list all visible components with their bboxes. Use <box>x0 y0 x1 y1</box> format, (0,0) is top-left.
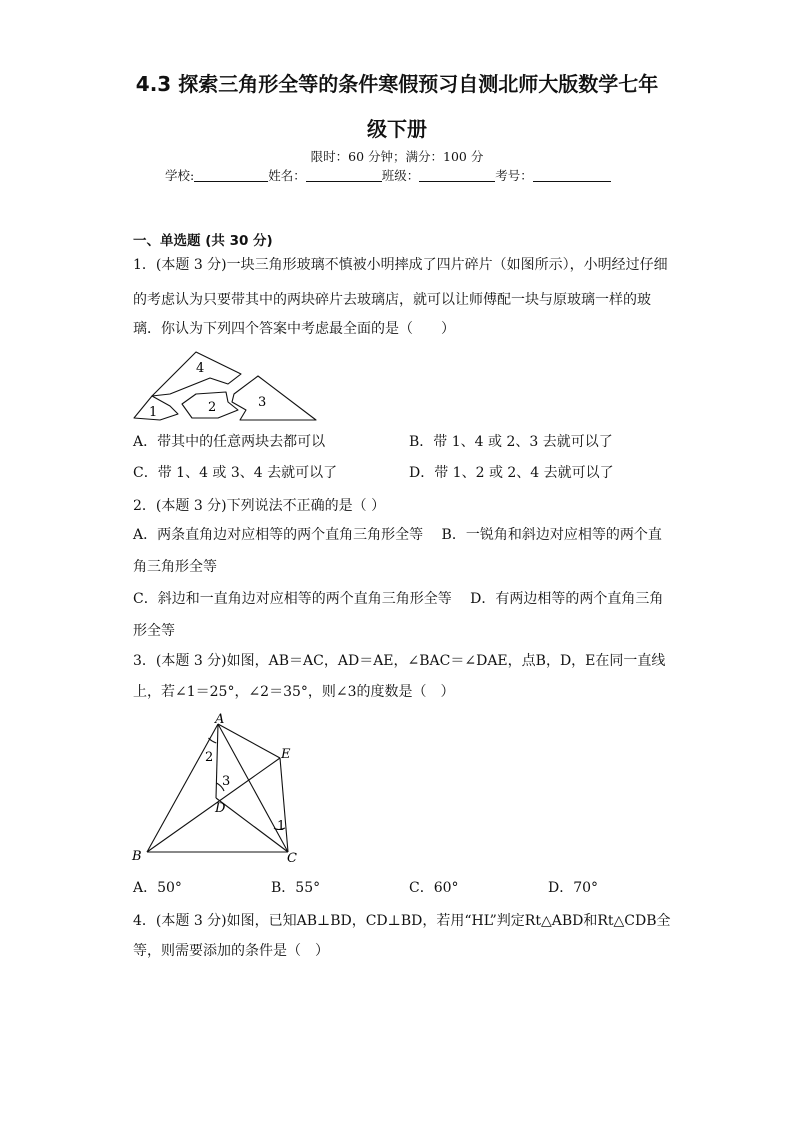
page-title: 4.3 探索三角形全等的条件寒假预习自测北师大版数学七年 <box>135 72 659 96</box>
q3-option-b[interactable]: B．55° <box>271 880 321 896</box>
section-title: 一、单选题 (共 30 分) <box>133 233 273 249</box>
q1-line-1: 1．(本题 3 分)一块三角形玻璃不慎被小明摔成了四片碎片（如图所示），小明经过仔细 <box>133 257 668 273</box>
q1-option-b[interactable]: B．带 1、4 或 2、3 去就可以了 <box>409 434 613 450</box>
school-label: 学校: <box>165 168 195 183</box>
q2-stem: 2．(本题 3 分)下列说法不正确的是（ ） <box>133 498 386 514</box>
q4-line-2: 等，则需要添加的条件是（ ） <box>133 943 329 959</box>
student-info-row <box>165 166 611 184</box>
q3-option-d[interactable]: D．70° <box>548 880 599 896</box>
point-label-d: D <box>215 801 226 816</box>
q4-line-1: 4．(本题 3 分)如图，已知AB⊥BD，CD⊥BD，若用“HL”判定Rt△ABD和Rt△CDB全 <box>133 913 671 929</box>
q2-line-1: A．两条直角边对应相等的两个直角三角形全等 B．一锐角和斜边对应相等的两个直 <box>133 527 662 543</box>
q1-option-c[interactable]: C．带 1、4 或 3、4 去就可以了 <box>133 465 338 481</box>
angle-label-3: 3 <box>222 774 231 789</box>
name-blank[interactable] <box>306 169 382 182</box>
q1-line-2: 的考虑认为只要带其中的两块碎片去玻璃店，就可以让师傅配一块与原玻璃一样的玻 <box>133 292 651 308</box>
point-label-b: B <box>132 849 142 864</box>
q3-option-a[interactable]: A．50° <box>133 880 182 896</box>
q1-option-d[interactable]: D．带 1、2 或 2、4 去就可以了 <box>409 465 614 481</box>
q1-option-a[interactable]: A．带其中的任意两块去都可以 <box>133 434 326 450</box>
point-label-a: A <box>215 712 225 727</box>
name-label: 姓名： <box>268 168 306 183</box>
point-label-c: C <box>287 851 297 866</box>
q2-line-2: 角三角形全等 <box>133 559 217 575</box>
q2-line-4: 形全等 <box>133 623 175 639</box>
q3-line-1: 3．(本题 3 分)如图，AB＝AC，AD＝AE，∠BAC＝∠DAE，点B，D，E在同一直线 <box>133 653 666 669</box>
point-label-e: E <box>281 747 291 762</box>
number-blank[interactable] <box>533 169 611 182</box>
q3-line-2: 上，若∠1＝25°，∠2＝35°，则∠3的度数是（ ） <box>133 684 455 700</box>
piece-label-1: 1 <box>149 405 158 420</box>
class-label: 班级： <box>381 168 420 183</box>
angle-label-2: 2 <box>205 750 214 765</box>
time-score-info: 限时：60 分钟；满分：100 分 <box>310 149 484 164</box>
q1-line-3: 璃．你认为下列四个答案中考虑最全面的是（ ） <box>133 321 455 337</box>
glass-piece-3 <box>232 376 316 420</box>
piece-label-2: 2 <box>208 400 217 415</box>
class-blank[interactable] <box>419 169 495 182</box>
q3-triangle-figure <box>128 710 308 870</box>
q1-glass-figure <box>130 346 320 426</box>
page-title-continued: 级下册 <box>367 117 427 141</box>
piece-label-3: 3 <box>258 395 267 410</box>
number-label: 考号： <box>495 168 533 183</box>
q3-option-c[interactable]: C．60° <box>409 880 459 896</box>
school-blank[interactable] <box>194 169 268 182</box>
angle-label-1: 1 <box>277 819 286 834</box>
q2-line-3: C．斜边和一直角边对应相等的两个直角三角形全等 D．有两边相等的两个直角三角 <box>133 591 664 607</box>
piece-label-4: 4 <box>196 361 205 376</box>
